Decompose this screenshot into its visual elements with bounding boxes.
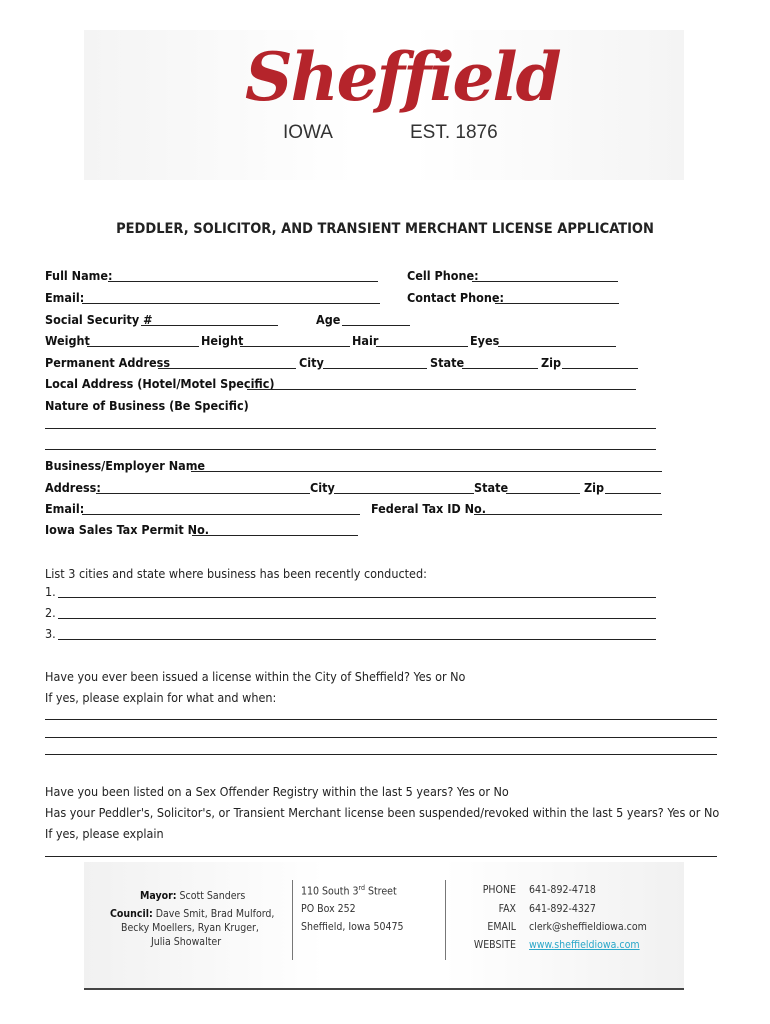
address-ordinal: rd: [358, 884, 365, 892]
business-email-field[interactable]: [82, 514, 360, 515]
council-members-1: Dave Smit, Brad Mulford,: [155, 908, 275, 920]
nature-of-business-line-1[interactable]: [45, 428, 656, 429]
hair-field[interactable]: [376, 346, 468, 347]
city-item-number: 2.: [45, 605, 56, 620]
logo-state: IOWA: [283, 122, 333, 143]
license-explain-line-2[interactable]: [45, 737, 717, 738]
address-street-number: 110 South 3: [301, 885, 359, 898]
cities-prompt: List 3 cities and state where business has been recently conducted:: [45, 566, 427, 581]
council-line: [110, 908, 274, 920]
weight-label: Weight: [45, 333, 90, 348]
local-address-field[interactable]: [247, 389, 636, 390]
business-address-field[interactable]: [96, 493, 310, 494]
age-field[interactable]: [342, 325, 410, 326]
city-item-number: 3.: [45, 626, 56, 641]
permanent-address-label: Permanent Address: [45, 355, 171, 370]
business-address-label: Address:: [45, 480, 101, 495]
email-label: Email:: [45, 290, 85, 305]
phone-label: PHONE: [482, 884, 516, 896]
address-street: Street: [364, 885, 397, 898]
business-employer-field[interactable]: [191, 471, 662, 472]
city-field[interactable]: [323, 368, 427, 369]
city-item-field-3[interactable]: [58, 639, 656, 640]
address-line-3: Sheffield, Iowa 50475: [301, 921, 404, 933]
logo-wordmark: Sheffield: [245, 38, 560, 116]
business-city-field[interactable]: [334, 493, 474, 494]
mayor-label: Mayor:: [140, 890, 177, 902]
eyes-field[interactable]: [498, 346, 616, 347]
nature-of-business-line-2[interactable]: [45, 449, 656, 450]
council-members-2: Becky Moellers, Ryan Kruger,: [121, 922, 259, 934]
business-zip-label: Zip: [584, 480, 605, 495]
footer-separator-1: [292, 880, 293, 960]
local-address-label: Local Address (Hotel/Motel Specific): [45, 376, 275, 391]
age-label: Age: [316, 312, 341, 327]
weight-field[interactable]: [87, 346, 199, 347]
mayor-line: [140, 890, 245, 902]
offender-explain-prompt: If yes, please explain: [45, 826, 164, 841]
nature-of-business-label: Nature of Business (Be Specific): [45, 398, 249, 413]
business-state-label: State: [474, 480, 509, 495]
city-label: City: [299, 355, 324, 370]
city-item-field-1[interactable]: [58, 597, 656, 598]
offender-explain-line[interactable]: [45, 856, 717, 857]
phone-value: 641-892-4718: [529, 884, 596, 896]
cell-phone-field[interactable]: [472, 281, 618, 282]
fax-label: FAX: [498, 903, 516, 915]
license-explain-line-3[interactable]: [45, 754, 717, 755]
cell-phone-label: Cell Phone:: [407, 268, 479, 283]
iowa-sales-tax-label: Iowa Sales Tax Permit No.: [45, 522, 210, 537]
contact-phone-field[interactable]: [495, 303, 619, 304]
license-explain-line-1[interactable]: [45, 719, 717, 720]
page-title: PEDDLER, SOLICITOR, AND TRANSIENT MERCHANT LICENSE APPLICATION: [116, 221, 654, 237]
contact-phone-label: Contact Phone:: [407, 290, 505, 305]
federal-tax-label: Federal Tax ID No.: [371, 501, 487, 516]
iowa-sales-tax-field[interactable]: [192, 535, 358, 536]
zip-label: Zip: [541, 355, 562, 370]
footer-separator-2: [445, 880, 446, 960]
address-line-2: PO Box 252: [301, 903, 356, 915]
license-question: Have you ever been issued a license within the City of Sheffield? Yes or No: [45, 669, 466, 684]
state-label: State: [430, 355, 465, 370]
website-label: WEBSITE: [473, 939, 516, 951]
business-state-field[interactable]: [506, 493, 580, 494]
permanent-address-field[interactable]: [158, 368, 296, 369]
email-field[interactable]: [82, 303, 380, 304]
full-name-label: Full Name:: [45, 268, 113, 283]
ssn-field[interactable]: [141, 325, 278, 326]
state-field[interactable]: [462, 368, 538, 369]
business-email-label: Email:: [45, 501, 85, 516]
ssn-label: Social Security #: [45, 312, 153, 327]
full-name-field[interactable]: [108, 281, 378, 282]
fax-value: 641-892-4327: [529, 903, 596, 915]
business-zip-field[interactable]: [605, 493, 661, 494]
federal-tax-field[interactable]: [474, 514, 662, 515]
offender-question: Have you been listed on a Sex Offender Registry within the last 5 years? Yes or No: [45, 784, 509, 799]
city-item-field-2[interactable]: [58, 618, 656, 619]
logo-established: EST. 1876: [410, 122, 498, 143]
council-label: Council:: [110, 908, 153, 920]
eyes-label: Eyes: [470, 333, 500, 348]
suspended-question: Has your Peddler's, Solicitor's, or Transient Merchant license been suspended/revoked within the last 5 years? Yes or No: [45, 805, 720, 820]
email-value[interactable]: clerk@sheffieldiowa.com: [529, 921, 647, 933]
height-label: Height: [201, 333, 244, 348]
email-label-footer: EMAIL: [487, 921, 516, 933]
website-link[interactable]: www.sheffieldiowa.com: [529, 939, 640, 951]
council-members-3: Julia Showalter: [151, 936, 222, 948]
city-item-number: 1.: [45, 584, 56, 599]
business-city-label: City: [310, 480, 335, 495]
license-explain-prompt: If yes, please explain for what and when:: [45, 690, 277, 705]
footer-divider: [84, 988, 684, 990]
zip-field[interactable]: [562, 368, 638, 369]
address-line-1: [301, 884, 397, 898]
hair-label: Hair: [352, 333, 379, 348]
mayor-name: Scott Sanders: [179, 890, 246, 902]
business-employer-label: Business/Employer Name: [45, 458, 206, 473]
height-field[interactable]: [240, 346, 350, 347]
